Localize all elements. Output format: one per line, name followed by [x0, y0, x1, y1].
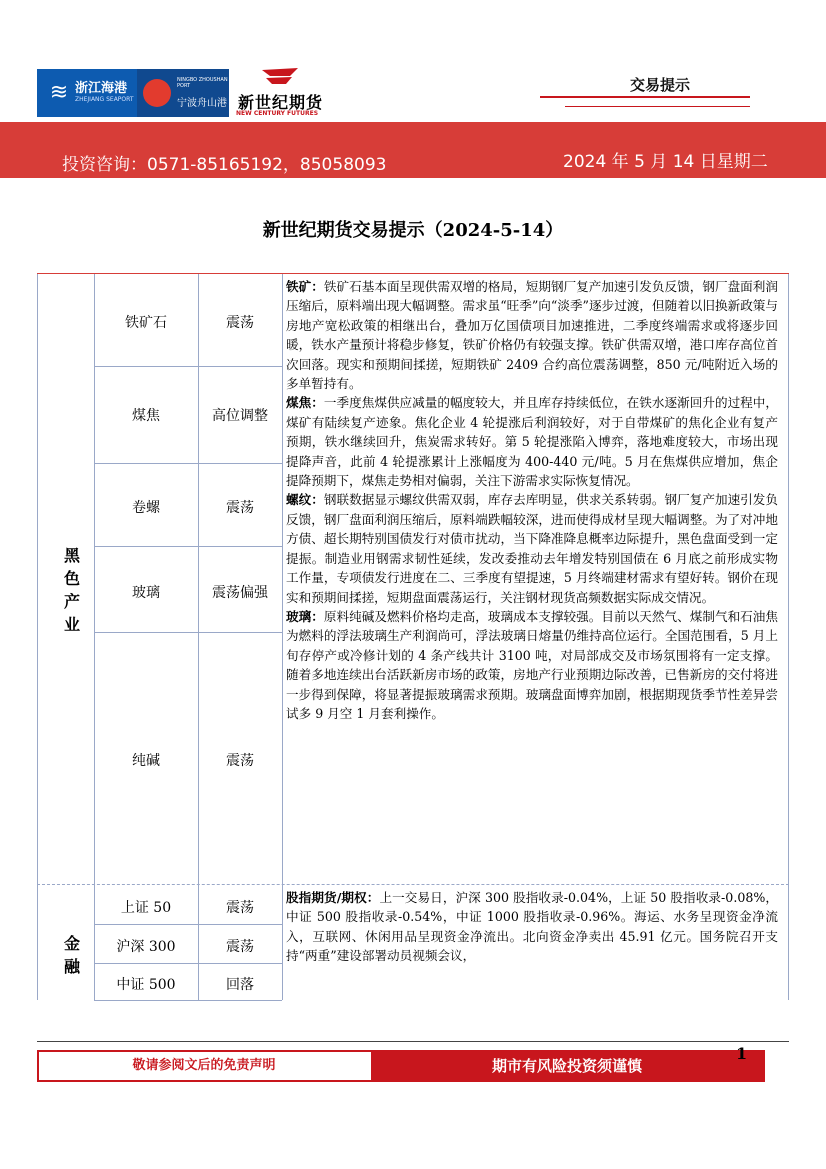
report-date: 2024 年 5 月 14 日星期二 [563, 152, 768, 172]
section-divider [37, 884, 789, 885]
product-view: 震荡 [226, 753, 254, 769]
commentary-black [286, 277, 778, 723]
row-divider [94, 546, 282, 547]
column-divider [282, 274, 283, 1000]
wave-icon: ≋ [49, 80, 69, 105]
product-name: 玻璃 [132, 585, 160, 601]
section-label-char: 产 [63, 592, 80, 611]
row-divider [94, 1000, 282, 1001]
commentary-text: 铁矿石基本面呈现供需双增的格局，短期钢厂复产加速引发负反馈，钢厂盘面利润压缩后，原料端出现大幅调整。需求虽“旺季”向“淡季”逐步过渡，但随着以旧换新政策与房地产宽松政策的相继出台，叠加万亿国债项目加速推进，二季度终端需求或将逐步回暖，铁水产量预计将稳步修复，铁矿价格仍有较强支撑。铁矿供需双增，港口库存高位首次回落。现实和预期间揉搓，短期铁矿 2409 合约高位震荡调整，850 元/吨附近入场的多单暂持有。 [286, 279, 779, 392]
commentary-paragraph [286, 607, 778, 723]
risk-warning: 期市有风险投资须谨慎 [371, 1052, 763, 1080]
row-divider [94, 463, 282, 464]
section-label-char: 业 [63, 615, 80, 634]
section-label-finance [60, 932, 84, 978]
footer-rule [37, 1041, 789, 1042]
commentary-paragraph [286, 277, 778, 393]
zhejiang-port-logo [37, 69, 229, 117]
header-rule-thick [540, 96, 750, 98]
ningbo-port-logo [137, 69, 229, 117]
commentary-label: 股指期货/期权： [286, 890, 380, 905]
section-label-char: 色 [63, 569, 80, 588]
table-border-left [37, 274, 38, 1000]
row-divider [94, 924, 282, 925]
commentary-finance [286, 888, 778, 966]
new-century-logo-icon [260, 66, 300, 90]
footer-bar [37, 1050, 765, 1082]
commentary-label: 铁矿： [286, 279, 324, 294]
product-view: 震荡 [226, 939, 254, 955]
commentary-text: 原料纯碱及燃料价格均走高，玻璃成本支撑较强。目前以天然气、煤制气和石油焦为燃料的浮法玻璃生产利润尚可，浮法玻璃日熔量仍维持高位运行。全国范围看，5 月上旬存停产或冷修计划的 4 条产线共计 3100 吨，对局部成交及市场氛围将有一定支撑。随着多地连续出台活跃新房市场的政策，房地产行业预期边际改善，已售新房的交付将进一步得到保障，将显著提振玻璃需求预期。玻璃盘面博弈加剧，根据期现货季节性差异尝试多 9 月空 1 月套利操作。 [286, 608, 779, 721]
section-label-char: 融 [63, 957, 80, 976]
commentary-paragraph [286, 888, 778, 966]
table-border-right [788, 274, 789, 1000]
product-view: 震荡偏强 [212, 585, 268, 601]
commentary-label: 煤焦： [286, 395, 324, 411]
product-view: 震荡 [226, 900, 254, 916]
disclaimer-notice: 敬请参阅文后的免责声明 [39, 1052, 369, 1080]
product-name: 卷螺 [132, 500, 160, 516]
zhejiang-logo-sub: ZHEJIANG SEAPORT [75, 96, 134, 103]
product-name: 纯碱 [132, 753, 160, 769]
row-divider [94, 963, 282, 964]
table-top-rule [37, 273, 789, 274]
commentary-text: 钢联数据显示螺纹供需双弱，库存去库明显，供求关系转弱。钢厂复产加速引发负反馈，钢厂盘面利润压缩后，原料端跌幅较深，进而使得成材呈现大幅调整。为了对冲地方债、超长期特别国债发行对债市扰动，当下降准降息概率边际提升，黑色盘面受到一定提振。制造业用钢需求韧性延续，发改委推动去年增发特别国债在 6 月底之前形成实物工作量，专项债发行进度在二、三季度有望提速，5 月终端建材需求有望好转。钢价在现实和预期间揉搓，短期盘面震荡运行，关注钢材现货高频数据实际成交情况。 [286, 492, 779, 605]
product-view: 震荡 [226, 500, 254, 516]
report-type-title: 交易提示 [630, 76, 691, 94]
commentary-text: 上一交易日，沪深 300 股指收录-0.04%，上证 50 股指收录-0.08%，中证 500 股指收录-0.54%，中证 1000 股指收录-0.96%。海运、水务呈现资金净流入，互联网、休闲用品呈现资金净流出。北向资金净卖出 45.91 亿元。国务院召开支持“两重”建设部署动员视频会议， [286, 890, 778, 964]
row-divider [94, 632, 282, 633]
commentary-label: 玻璃： [286, 608, 324, 624]
new-century-logo-sub: NEW CENTURY FUTURES [236, 110, 319, 117]
zhejiang-seaport-logo [37, 69, 137, 117]
commentary-label: 螺纹： [286, 492, 324, 508]
product-name: 煤焦 [132, 408, 160, 424]
product-view: 高位调整 [212, 408, 268, 424]
commentary-text: 一季度焦煤供应减量的幅度较大，并且库存持续低位，在铁水逐渐回升的过程中，煤矿有陆续复产迹象。焦化企业 4 轮提涨后利润较好，对于自带煤矿的焦化企业有复产预期，铁水继续回升，焦炭需求转好。第 5 轮提涨陷入博弈，落地难度较大，市场出现提降声音，此前 4 轮提涨累计上涨幅度为 400-440 元/吨。5 月在焦煤供应增加，焦企提降预期下，煤焦走势相对偏弱，关注下游需求实际恢复情况。 [286, 395, 779, 489]
document-title: 新世纪期货交易提示（2024-5-14） [262, 220, 564, 241]
column-divider [198, 274, 199, 1000]
row-divider [94, 366, 282, 367]
product-name: 上证 50 [120, 900, 172, 916]
commentary-paragraph [286, 393, 778, 490]
product-name: 铁矿石 [125, 315, 167, 331]
zhejiang-logo-text: 浙江海港 [75, 81, 128, 96]
section-label-char: 黑 [63, 546, 80, 565]
ningbo-logo-top: NINGBO ZHOUSHAN PORT [177, 77, 228, 89]
ningbo-logo-text: 宁波舟山港 [177, 98, 227, 109]
product-name: 中证 500 [116, 977, 176, 993]
sun-icon [143, 79, 171, 107]
product-view: 震荡 [226, 315, 254, 331]
product-view: 回落 [226, 977, 254, 993]
product-name: 沪深 300 [116, 939, 176, 955]
page-number: 1 [736, 1044, 748, 1063]
section-label-char: 金 [63, 934, 80, 953]
commentary-paragraph [286, 490, 778, 606]
section-label-black [60, 544, 84, 636]
header-rule-thin [565, 106, 750, 107]
new-century-logo-text: 新世纪期货 [238, 93, 324, 112]
contact-info: 投资咨询：0571-85165192，85058093 [62, 155, 387, 175]
column-divider [94, 274, 95, 1000]
